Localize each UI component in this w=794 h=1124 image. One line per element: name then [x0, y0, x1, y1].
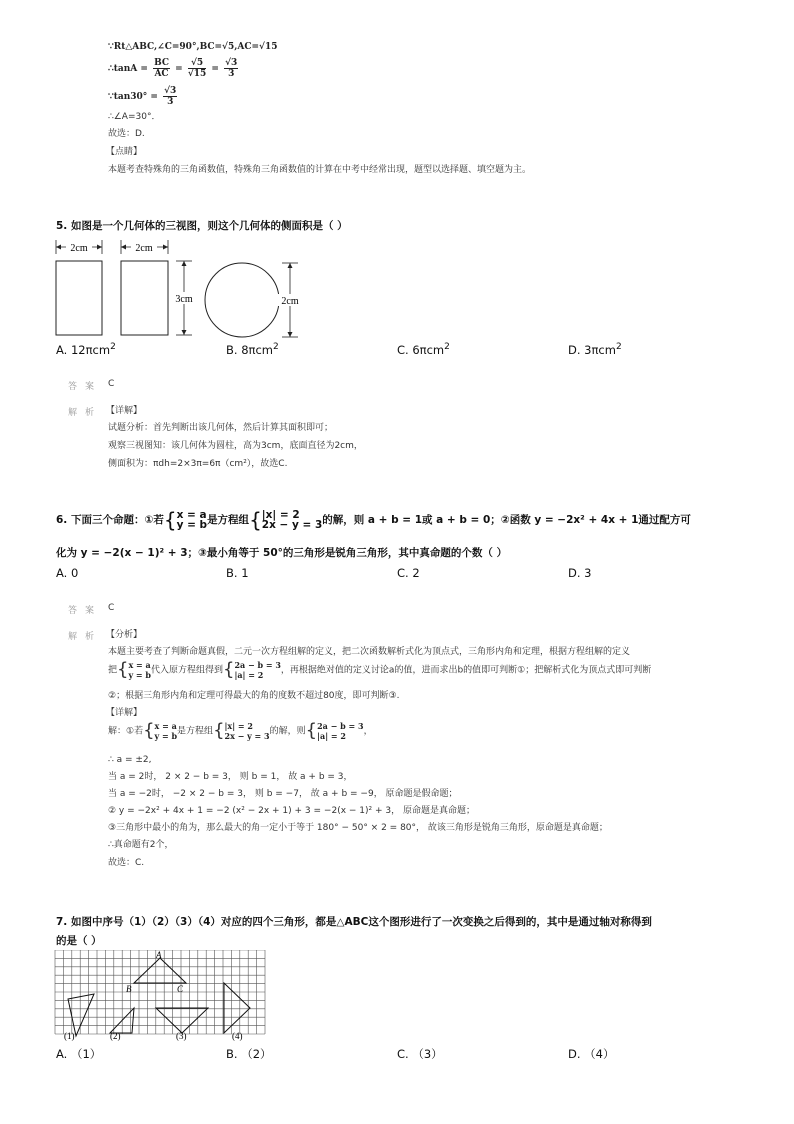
q5-three-view-diagram — [52, 236, 312, 342]
arrowhead — [182, 261, 187, 266]
numerator: BC — [154, 58, 169, 68]
stem-part: 的解，则 a + b = 1或 a + b = 0；②函数 y = −2x² + 4x + 1通过配方可 — [322, 514, 691, 526]
label-4: (4) — [232, 1031, 243, 1041]
brace: { — [213, 720, 225, 741]
system — [234, 660, 280, 680]
option-text: D. 3πcm — [568, 342, 616, 357]
q5-stem: 5. 如图是一个几何体的三视图，则这个几何体的侧面积是（ ） — [56, 220, 348, 232]
arrowhead — [288, 332, 293, 337]
eq: |x| = 2 — [224, 721, 253, 731]
equals: = — [211, 64, 219, 74]
label-1: (1) — [64, 1031, 75, 1041]
text: 代入原方程组得到 — [150, 665, 223, 676]
q5-analysis-line-2: 观察三视图知：该几何体为圆柱，高为3cm，底面直径为2cm， — [108, 441, 363, 451]
front-view-rect — [56, 261, 102, 335]
equals: = — [175, 64, 183, 74]
triangle-abc — [134, 958, 186, 983]
q6-stem-line-1 — [56, 510, 691, 530]
q5-option-c[interactable] — [397, 342, 450, 357]
stem-part: 6. 下面三个命题：①若 — [56, 514, 164, 526]
q6-detail-line-1 — [108, 721, 373, 741]
label-3: (3) — [176, 1031, 187, 1041]
brace: { — [163, 508, 177, 532]
q7-option-d[interactable]: D. （4） — [568, 1047, 615, 1061]
brace: { — [117, 659, 129, 680]
eq: |a| = 2 — [317, 731, 346, 741]
tip-title: 【点睛】 — [106, 147, 143, 157]
fraction-bc-ac — [153, 58, 170, 79]
eq: 2a − b = 3 — [234, 660, 281, 670]
text: 把 — [108, 665, 118, 676]
q7-grid-diagram — [54, 950, 268, 1042]
denominator: 3 — [228, 69, 235, 79]
stem-part: 是方程组 — [207, 514, 250, 526]
q6-detail-line-3: 当 a = 2时， 2 × 2 − b = 3， 则 b = 1， 故 a + b = 3， — [108, 772, 353, 782]
q7-stem-line-2: 的是（ ） — [56, 935, 102, 947]
text: 的解，则 — [269, 726, 306, 737]
q6-analysis-title: 【分析】 — [106, 630, 143, 640]
q6-detail-line-2: ∴ a = ±2, — [108, 755, 152, 765]
numerator: √5 — [188, 58, 206, 69]
tan30-equation — [108, 86, 179, 107]
arrowhead — [288, 263, 293, 268]
q6-analysis-line-3: ②；根据三角形内角和定理可得最大的角的度数不超过80度，即可判断③. — [108, 691, 400, 701]
fraction-root3-3 — [224, 58, 238, 79]
squared: 2 — [615, 342, 622, 352]
q6-analysis-line-2 — [108, 660, 651, 680]
system — [155, 721, 178, 741]
brace: { — [305, 720, 318, 741]
system — [225, 721, 270, 741]
system — [128, 660, 151, 680]
arrowhead — [97, 245, 102, 250]
brace: { — [143, 720, 155, 741]
given-line: ∵Rt△ABC,∠C=90°,BC=√5,AC=√15 — [108, 42, 278, 52]
q6-detail-line-6: ③三角形中最小的角为，那么最大的角一定小于等于 180° − 50° × 2 = 80°， 故该三角形是锐角三角形，原命题是真命题； — [108, 823, 608, 833]
eq: y = b — [154, 731, 178, 741]
eq: y = b — [128, 670, 151, 680]
system-x-a — [177, 510, 207, 530]
text: ，再根据绝对值的定义讨论a的值，进而求出b的值即可判断①；把解析式化为顶点式即可判断 — [280, 665, 652, 676]
eq: |x| = 2 — [261, 509, 300, 521]
q6-analysis-line-1: 本题主要考查了判断命题真假，二元一次方程组解的定义，把二次函数解析式化为顶点式，三角形内角和定理，根据方程组解的定义 — [108, 647, 631, 657]
squared: 2 — [272, 342, 279, 352]
arrowhead — [163, 245, 168, 250]
q5-option-a[interactable] — [56, 342, 116, 357]
q6-option-b[interactable]: B. 1 — [226, 566, 249, 580]
squared: 2 — [444, 342, 450, 352]
option-text: C. 6πcm — [397, 342, 445, 357]
label-c: C — [177, 984, 184, 994]
brace: { — [223, 659, 235, 680]
q7-option-a[interactable]: A. （1） — [56, 1047, 102, 1061]
brace: { — [249, 508, 262, 532]
q5-detail-title: 【详解】 — [106, 406, 143, 416]
q6-option-a[interactable]: A. 0 — [56, 566, 79, 580]
eq: x = a — [154, 721, 177, 731]
dim-label-w1: 2cm — [70, 243, 88, 254]
option-text: A. 12πcm — [56, 342, 111, 357]
text: 是方程组 — [177, 726, 214, 737]
squared: 2 — [110, 342, 116, 352]
q6-detail-line-8: 故选：C. — [108, 858, 145, 868]
q6-answer-label: 答案 — [68, 606, 103, 616]
q7-stem-line-1: 7. 如图中序号（1）（2）（3）（4）对应的四个三角形，都是△ABC这个图形进行了一次变换之后得到的，其中是通过轴对称得到 — [56, 916, 652, 928]
dim-label-d: 2cm — [281, 296, 299, 307]
tan-prefix: ∴tanA = — [108, 64, 148, 74]
numerator: √3 — [164, 86, 177, 96]
arrowhead — [56, 245, 61, 250]
denominator: √15 — [187, 69, 207, 79]
choose-d: 故选：D. — [108, 129, 145, 139]
triangle-3 — [156, 1008, 208, 1033]
dim-label-h: 3cm — [175, 294, 193, 305]
angle-conclusion: ∴∠A=30°． — [108, 112, 161, 122]
denominator: AC — [154, 69, 169, 79]
q6-option-d[interactable]: D. 3 — [568, 566, 592, 580]
option-text: B. 8πcm — [226, 342, 273, 357]
fraction-root3-3 — [163, 86, 177, 107]
system-abs-x — [262, 510, 322, 530]
eq: x = a — [176, 509, 207, 521]
eq: y = b — [176, 519, 208, 531]
q5-analysis-line-3: 侧面积为：πdh=2×3π=6π（cm²），故选C. — [108, 459, 288, 469]
label-b: B — [126, 984, 132, 994]
denominator: 3 — [167, 97, 174, 107]
tip-text: 本题考查特殊角的三角函数值，特殊角三角函数值的计算在中考中经常出现，题型以选择题、填空题为主。 — [108, 165, 532, 175]
q6-analysis-label: 解析 — [68, 632, 103, 642]
system — [317, 721, 363, 741]
tan-a-equation — [108, 58, 240, 79]
q5-option-d[interactable] — [568, 342, 622, 357]
q5-analysis-line-1: 试题分析：首先判断出该几何体，然后计算其面积即可； — [108, 423, 334, 433]
eq: 2x − y = 3 — [261, 519, 323, 531]
eq: 2a − b = 3 — [317, 721, 364, 731]
arrowhead — [182, 330, 187, 335]
q6-detail-title: 【详解】 — [106, 708, 143, 718]
q5-answer-label: 答案 — [68, 382, 103, 392]
eq: x = a — [128, 660, 151, 670]
q6-detail-line-7: ∴真命题有2个， — [108, 840, 174, 850]
q7-option-b[interactable]: B. （2） — [226, 1047, 272, 1061]
dim-label-w2: 2cm — [135, 243, 153, 254]
q7-option-c[interactable]: C. （3） — [397, 1047, 443, 1061]
q5-answer-value: C — [108, 379, 115, 389]
q5-analysis-label: 解析 — [68, 408, 103, 418]
arrowhead — [121, 245, 126, 250]
q6-stem-line-2: 化为 y = −2(x − 1)² + 3；③最小角等于 50°的三角形是锐角三角形，其中真命题的个数（ ） — [56, 547, 508, 559]
tan30-prefix: ∵tan30° = — [108, 92, 158, 102]
q6-answer-value: C — [108, 603, 115, 613]
label-2: (2) — [110, 1031, 121, 1041]
q6-detail-line-5: ② y = −2x² + 4x + 1 = −2 (x² − 2x + 1) + 3 = −2(x − 1)² + 3， 原命题是真命题； — [108, 806, 475, 816]
top-view-circle — [205, 263, 279, 337]
eq: 2x − y = 3 — [224, 731, 270, 741]
q6-detail-line-4: 当 a = −2时， −2 × 2 − b = 3， 则 b = −7， 故 a + b = −9， 原命题是假命题； — [108, 789, 458, 799]
fraction-root5-root15 — [188, 58, 206, 79]
numerator: √3 — [225, 58, 238, 68]
text: 解：①若 — [108, 726, 144, 737]
label-a: A — [156, 950, 162, 960]
text: ， — [363, 726, 373, 737]
q6-option-c[interactable]: C. 2 — [397, 566, 420, 580]
eq: |a| = 2 — [234, 670, 264, 680]
q5-option-b[interactable] — [226, 342, 279, 357]
side-view-rect — [121, 261, 168, 335]
